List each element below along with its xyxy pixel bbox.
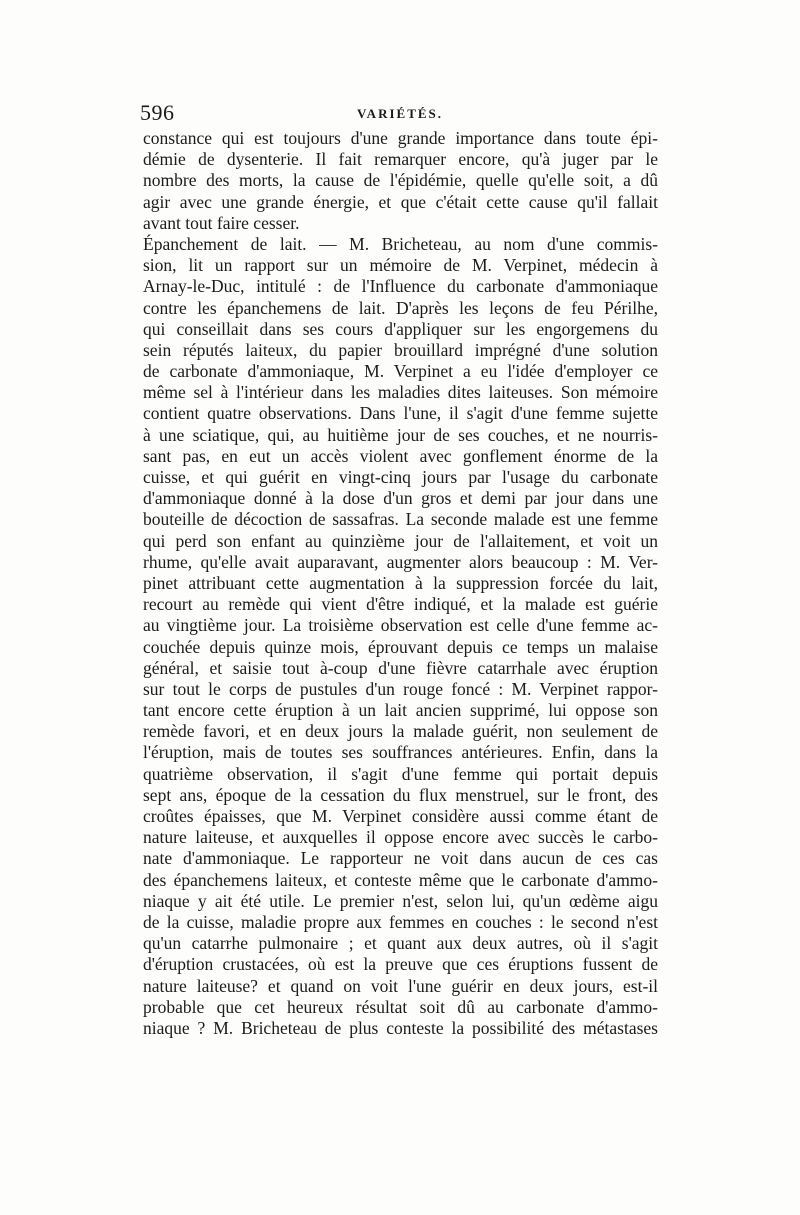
text-line: au vingtième jour. La troisième observation est celle d'une femme ac- (143, 615, 658, 636)
text-line: agir avec une grande énergie, et que c'était cette cause qu'il fallait (143, 191, 658, 212)
text-line: remède favori, et en deux jours la malade guérit, non seulement de (143, 721, 658, 742)
text-line: des épanchemens laiteux, et conteste même que le carbonate d'ammo- (143, 869, 658, 890)
text-line: Arnay-le-Duc, intitulé : de l'Influence du carbonate d'ammoniaque (143, 276, 658, 297)
text-line: qui conseillait dans ses cours d'appliquer sur les engorgemens du (143, 318, 658, 339)
text-line: recourt au remède qui vient d'être indiqué, et la malade est guérie (143, 594, 658, 615)
text-line: quatrième observation, il s'agit d'une femme qui portait depuis (143, 763, 658, 784)
text-line: nombre des morts, la cause de l'épidémie, quelle qu'elle soit, a dû (143, 170, 658, 191)
text-line: démie de dysenterie. Il fait remarquer encore, qu'à juger par le (143, 149, 658, 170)
text-line: contient quatre observations. Dans l'une, il s'agit d'une femme sujette (143, 403, 658, 424)
text-line: avant tout faire cesser. (143, 212, 300, 233)
section-title: VARIÉTÉS. (356, 106, 444, 121)
text-line: d'éruption crustacées, où est la preuve que ces éruptions fussent de (143, 954, 658, 975)
text-line: même sel à l'intérieur dans les maladies dites laiteuses. Son mémoire (143, 382, 658, 403)
text-line: contre les épanchemens de lait. D'après les leçons de feu Périlhe, (143, 297, 658, 318)
text-line: sur tout le corps de pustules d'un rouge foncé : M. Verpinet rappor- (143, 678, 658, 699)
text-line: croûtes épaisses, que M. Verpinet considère aussi comme étant de (143, 806, 658, 826)
text-line: nate d'ammoniaque. Le rapporteur ne voit dans aucun de ces cas (143, 848, 658, 869)
text-line: bouteille de décoction de sassafras. La seconde malade est une femme (143, 509, 658, 530)
text-line: général, et saisie tout à-coup d'une fièvre catarrhale avec éruption (143, 657, 658, 678)
text-line: niaque ? M. Bricheteau de plus conteste la possibilité des métastases (143, 1017, 658, 1038)
page-number: 596 (140, 100, 175, 125)
text-line: niaque y ait été utile. Le premier n'est, selon lui, qu'un œdème aigu (143, 890, 658, 911)
text-line: tant encore cette éruption à un lait ancien supprimé, lui oppose son (143, 700, 658, 721)
text-line: sein réputés laiteux, du papier brouillard imprégné d'une solution (143, 339, 658, 360)
text-line: sion, lit un rapport sur un mémoire de M. Verpinet, médecin à (143, 255, 658, 276)
text-line: de carbonate d'ammoniaque, M. Verpinet a eu l'idée d'employer ce (143, 361, 658, 382)
body-text (143, 128, 658, 1039)
text-line: qu'un catarrhe pulmonaire ; et quant aux deux autres, où il s'agit (143, 933, 658, 954)
text-line: cuisse, et qui guérit en vingt-cinq jours par l'usage du carbonate (143, 467, 658, 487)
text-line: de la cuisse, maladie propre aux femmes en couches : le second n'est (143, 911, 658, 932)
text-line: couchée depuis quinze mois, éprouvant depuis ce temps un malaise (143, 636, 658, 657)
text-line: rhume, qu'elle avait auparavant, augmenter alors beaucoup : M. Ver- (143, 551, 658, 572)
text-line: qui perd son enfant au quinzième jour de l'allaitement, et voit un (143, 530, 658, 551)
text-line: sept ans, époque de la cessation du flux menstruel, sur le front, des (143, 784, 658, 805)
text-line: nature laiteuse, et auxquelles il oppose encore avec succès le carbo- (143, 827, 658, 848)
text-line: d'ammoniaque donné à la dose d'un gros et demi par jour dans une (143, 488, 658, 509)
running-head (140, 100, 660, 130)
text-line: sant pas, en eut un accès violent avec gonflement énorme de la (143, 445, 658, 466)
text-line: nature laiteuse? et quand on voit l'une guérir en deux jours, est-il (143, 975, 658, 996)
text-line: constance qui est toujours d'une grande importance dans toute épi- (143, 128, 658, 148)
text-line: pinet attribuant cette augmentation à la suppression forcée du lait, (143, 572, 658, 593)
text-line: Épanchement de lait. — M. Bricheteau, au nom d'une commis- (143, 233, 658, 254)
text-line: à une sciatique, qui, au huitième jour de ses couches, et ne nourris- (143, 424, 658, 445)
text-line: probable que cet heureux résultat soit dû au carbonate d'ammo- (143, 996, 658, 1017)
text-line: l'éruption, mais de toutes ses souffrances antérieures. Enfin, dans la (143, 742, 658, 763)
